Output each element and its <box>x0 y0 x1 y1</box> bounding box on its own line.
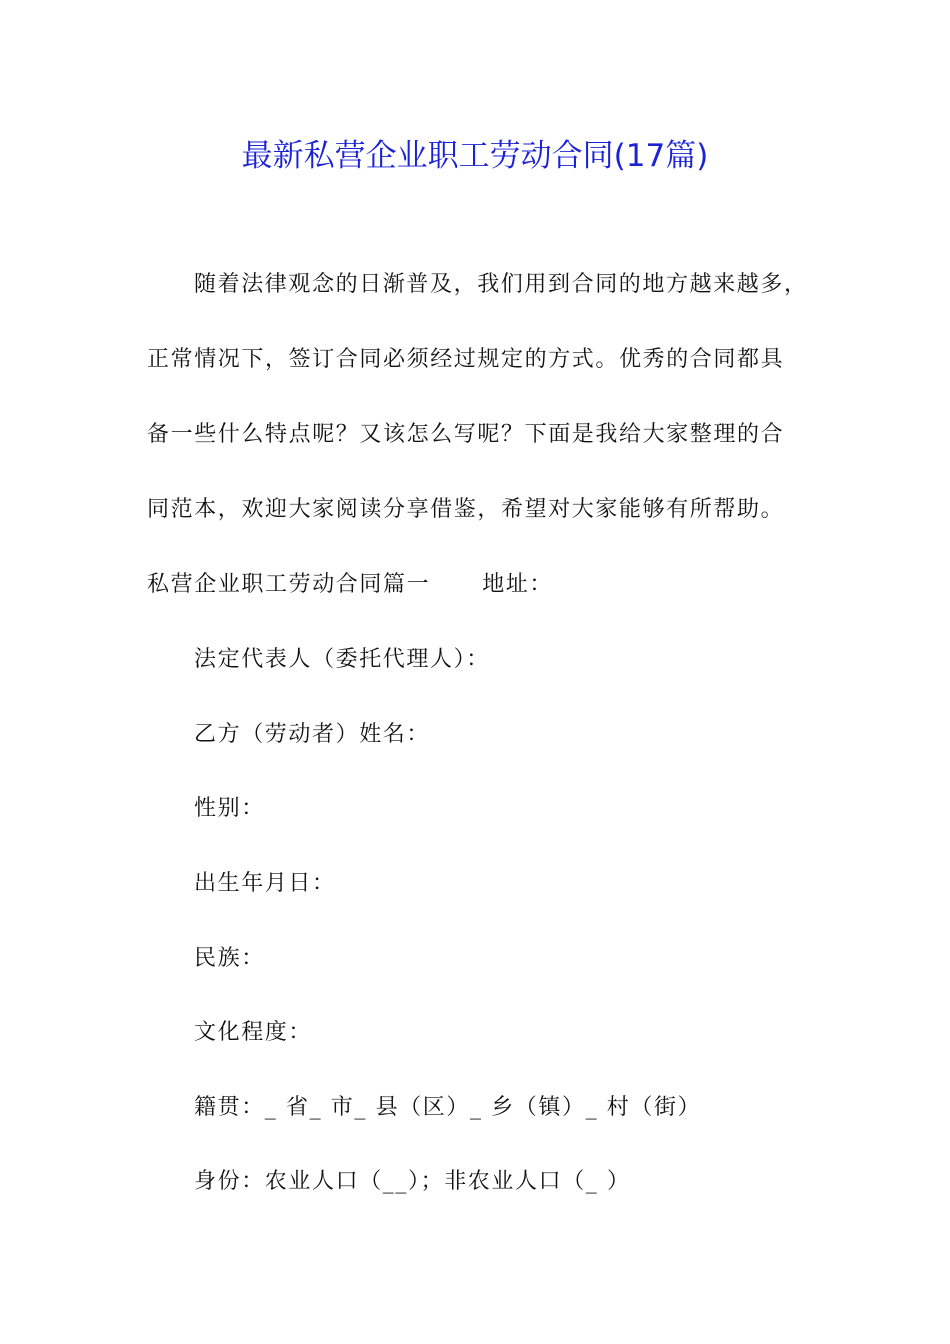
field-identity: 身份：农业人口（__）；非农业人口（_ ） <box>194 1169 631 1194</box>
intro-line-4: 同范本，欢迎大家阅读分享借鉴，希望对大家能够有所帮助。 <box>147 497 785 522</box>
field-legal-representative: 法定代表人（委托代理人）： <box>194 647 490 672</box>
field-party-b-name: 乙方（劳动者）姓名： <box>194 722 431 747</box>
field-ethnicity: 民族： <box>194 946 265 971</box>
address-label: 地址： <box>482 572 554 597</box>
field-native-place: 籍贯：_ 省_ 市_ 县（区）_ 乡（镇）_ 村（街） <box>194 1095 702 1120</box>
intro-line-3: 备一些什么特点呢？又该怎么写呢？下面是我给大家整理的合 <box>147 422 785 447</box>
intro-line-2: 正常情况下，签订合同必须经过规定的方式。优秀的合同都具 <box>147 347 785 372</box>
section-heading: 私营企业职工劳动合同篇一 <box>147 572 431 597</box>
intro-line-1: 随着法律观念的日渐普及，我们用到合同的地方越来越多， <box>194 272 808 297</box>
field-gender: 性别： <box>194 796 265 821</box>
field-birth-date: 出生年月日： <box>194 871 336 896</box>
field-education: 文化程度： <box>194 1020 313 1045</box>
section-heading-row <box>147 570 553 600</box>
document-title: 最新私营企业职工劳动合同(17篇) <box>241 138 709 174</box>
